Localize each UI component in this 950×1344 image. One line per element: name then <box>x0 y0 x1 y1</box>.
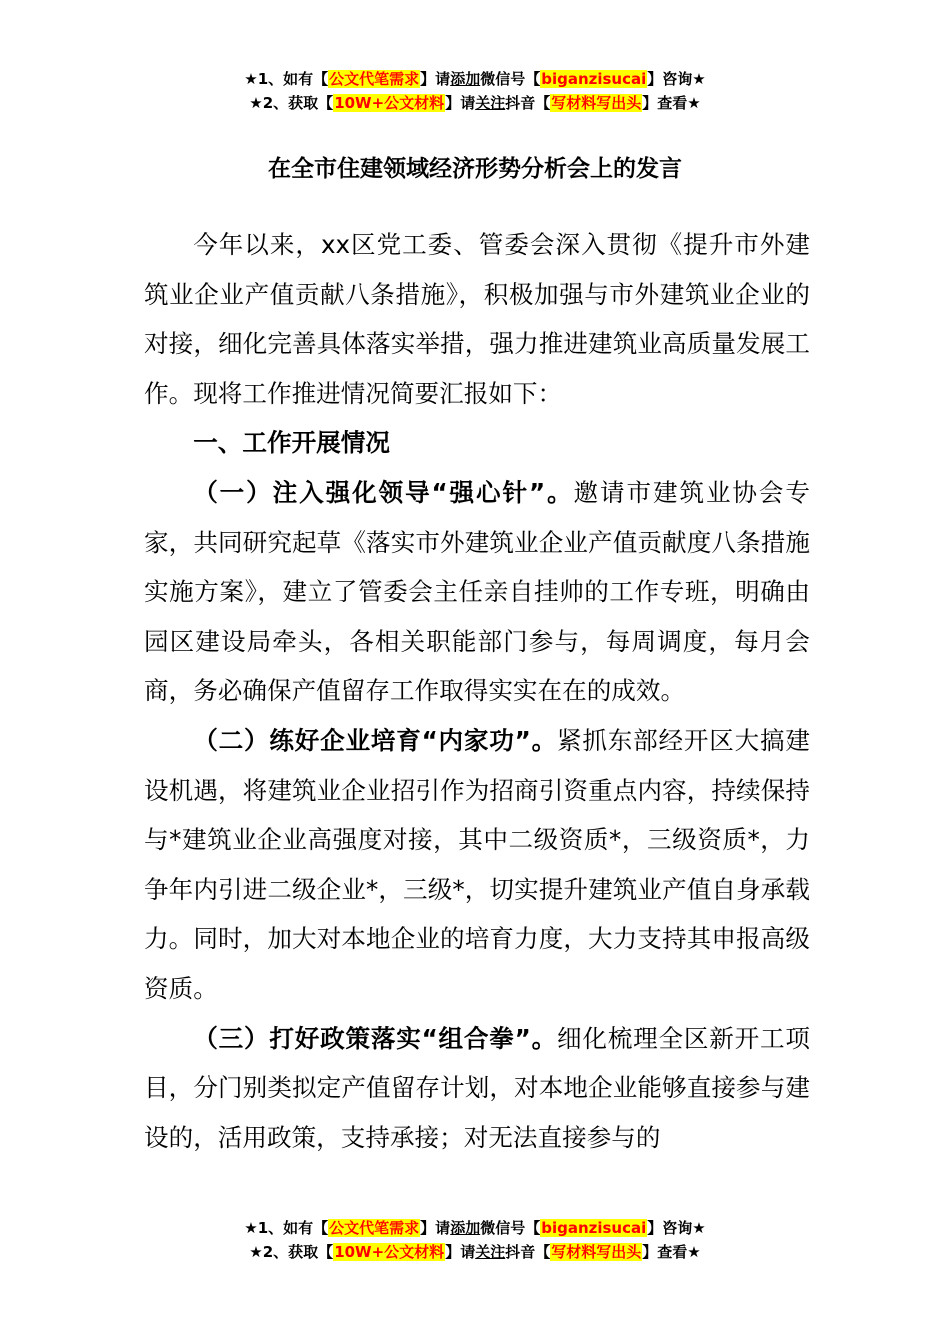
banner-highlight: 公文代笔需求 <box>329 1219 420 1237</box>
section-heading: 一、工作开展情况 <box>193 428 390 458</box>
intro-paragraph: 今年以来，xx区党工委、管委会深入贯彻《提升市外建筑业企业产值贡献八条措施》，积极加强与市外建筑业企业的对接，细化完善具体落实举措，强力推进建筑业高质量发展工作。现将工作推进情况简要汇报如下： <box>144 230 810 408</box>
document-body <box>144 220 810 1162</box>
banner-highlight: 写材料写出头 <box>551 1243 642 1261</box>
banner-highlight: biganzisucai <box>541 70 647 88</box>
banner-line-2: ★2、获取【10W+公文材料】请关注抖音【写材料写出头】查看★ <box>249 94 701 112</box>
banner-highlight: 写材料写出头 <box>551 94 642 112</box>
item-paragraph-3 <box>144 1014 810 1163</box>
banner-highlight: 公文代笔需求 <box>329 70 420 88</box>
banner-highlight: 10W+公文材料 <box>334 1243 445 1261</box>
banner-line-2: ★2、获取【10W+公文材料】请关注抖音【写材料写出头】查看★ <box>249 1243 701 1261</box>
item-text: 邀请市建筑业协会专家，共同研究起草《落实市外建筑业企业产值贡献度八条措施实施方案》，建立了管委会主任亲自挂帅的工作专班，明确由园区建设局牵头，各相关职能部门参与，每周调度，每月会商，务必确保产值留存工作取得实实在在的成效。 <box>144 477 810 706</box>
item-text: 细化梳理全区新开工项目，分门别类拟定产值留存计划，对本地企业能够直接参与建设的，活用政策，支持承接；对无法直接参与的 <box>144 1023 810 1152</box>
item-lead: （一）注入强化领导“强心针”。 <box>193 477 574 507</box>
item-paragraph-2 <box>144 716 810 1014</box>
banner-line-1: ★1、如有【公文代笔需求】请添加微信号【biganzisucai】咨询★ <box>244 1219 706 1237</box>
banner-line-1: ★1、如有【公文代笔需求】请添加微信号【biganzisucai】咨询★ <box>244 70 706 88</box>
item-paragraph-1 <box>144 468 810 716</box>
item-lead: （二）练好企业培育“内家功”。 <box>193 725 557 755</box>
header-banner <box>0 67 950 115</box>
item-text: 紧抓东部经开区大搞建设机遇，将建筑业企业招引作为招商引资重点内容，持续保持与*建筑业企业高强度对接，其中二级资质*，三级资质*，力争年内引进二级企业*，三级*，切实提升建筑业产值自身承载力。同时，加大对本地企业的培育力度，大力支持其申报高级资质。 <box>144 725 810 1003</box>
document-title: 在全市住建领域经济形势分析会上的发言 <box>268 156 682 182</box>
banner-highlight: 10W+公文材料 <box>334 94 445 112</box>
banner-highlight: biganzisucai <box>541 1219 647 1237</box>
footer-banner <box>0 1216 950 1264</box>
item-lead: （三）打好政策落实“组合拳”。 <box>193 1023 557 1053</box>
